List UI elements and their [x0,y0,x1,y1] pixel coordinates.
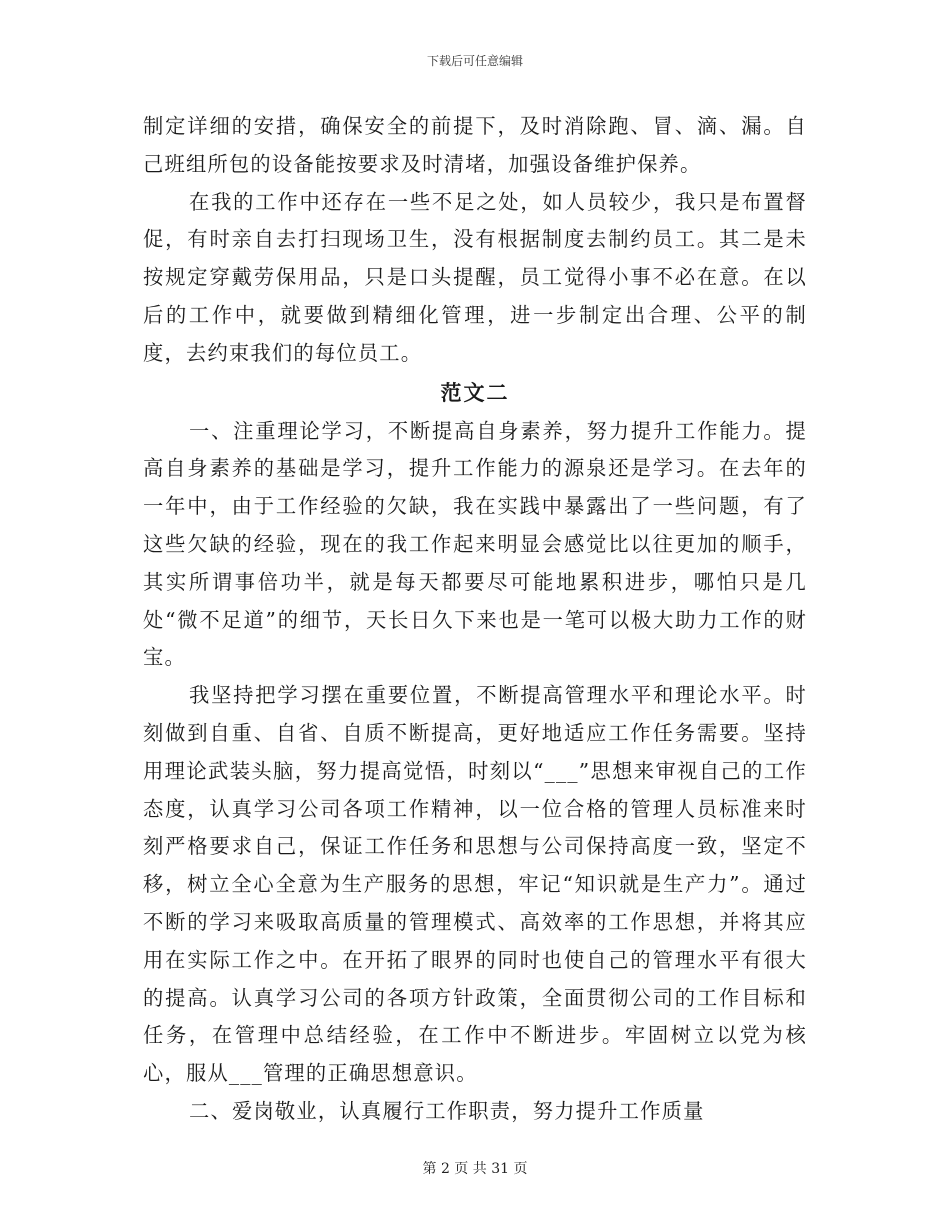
section-title: 范文二 [440,379,510,405]
paragraph: 在我的工作中还存在一些不足之处，如人员较少，我只是布置督促，有时亲自去打扫现场卫生，没有根据制度去制约员工。其二是未按规定穿戴劳保用品，只是口头提醒，员工觉得小事不必在意。在以后的工作中，就要做到精细化管理，进一步制定出合理、公平的制度，去约束我们的每位员工。 [143,189,807,365]
document-body [143,108,807,1131]
paragraph: 一、注重理论学习，不断提高自身素养，努力提升工作能力。提高自身素养的基础是学习，提升工作能力的源泉还是学习。在去年的一年中，由于工作经验的欠缺，我在实践中暴露出了一些问题，有了这些欠缺的经验，现在的我工作起来明显会感觉比以往更加的顺手，其实所谓事倍功半，就是每天都要尽可能地累积进步，哪怕只是几处“微不足道”的细节，天长日久下来也是一笔可以极大助力工作的财宝。 [143,418,807,670]
paragraph: 我坚持把学习摆在重要位置，不断提高管理水平和理论水平。时刻做到自重、自省、自质不断提高，更好地适应工作任务需要。坚持用理论武装头脑，努力提高觉悟，时刻以“___”思想来审视自己的工作态度，认真学习公司各项工作精神，以一位合格的管理人员标准来时刻严格要求自己，保证工作任务和思想与公司保持高度一致，坚定不移，树立全心全意为生产服务的思想，牢记“知识就是生产力”。通过不断的学习来吸取高质量的管理模式、高效率的工作思想，并将其应用在实际工作之中。在开拓了眼界的同时也使自己的管理水平有很大的提高。认真学习公司的各项方针政策，全面贯彻公司的工作目标和任务，在管理中总结经验，在工作中不断进步。牢固树立以党为核心，服从___管理的正确思想意识。 [143,683,807,1086]
page-header: 下载后可任意编辑 [426,54,523,68]
page-footer: 第 2 页 共 31 页 [422,1161,528,1177]
paragraph: 二、爱岗敬业，认真履行工作职责，努力提升工作质量 [189,1098,705,1123]
paragraph: 制定详细的安措，确保安全的前提下，及时消除跑、冒、滴、漏。自己班组所包的设备能按要求及时清堵，加强设备维护保养。 [143,114,807,176]
